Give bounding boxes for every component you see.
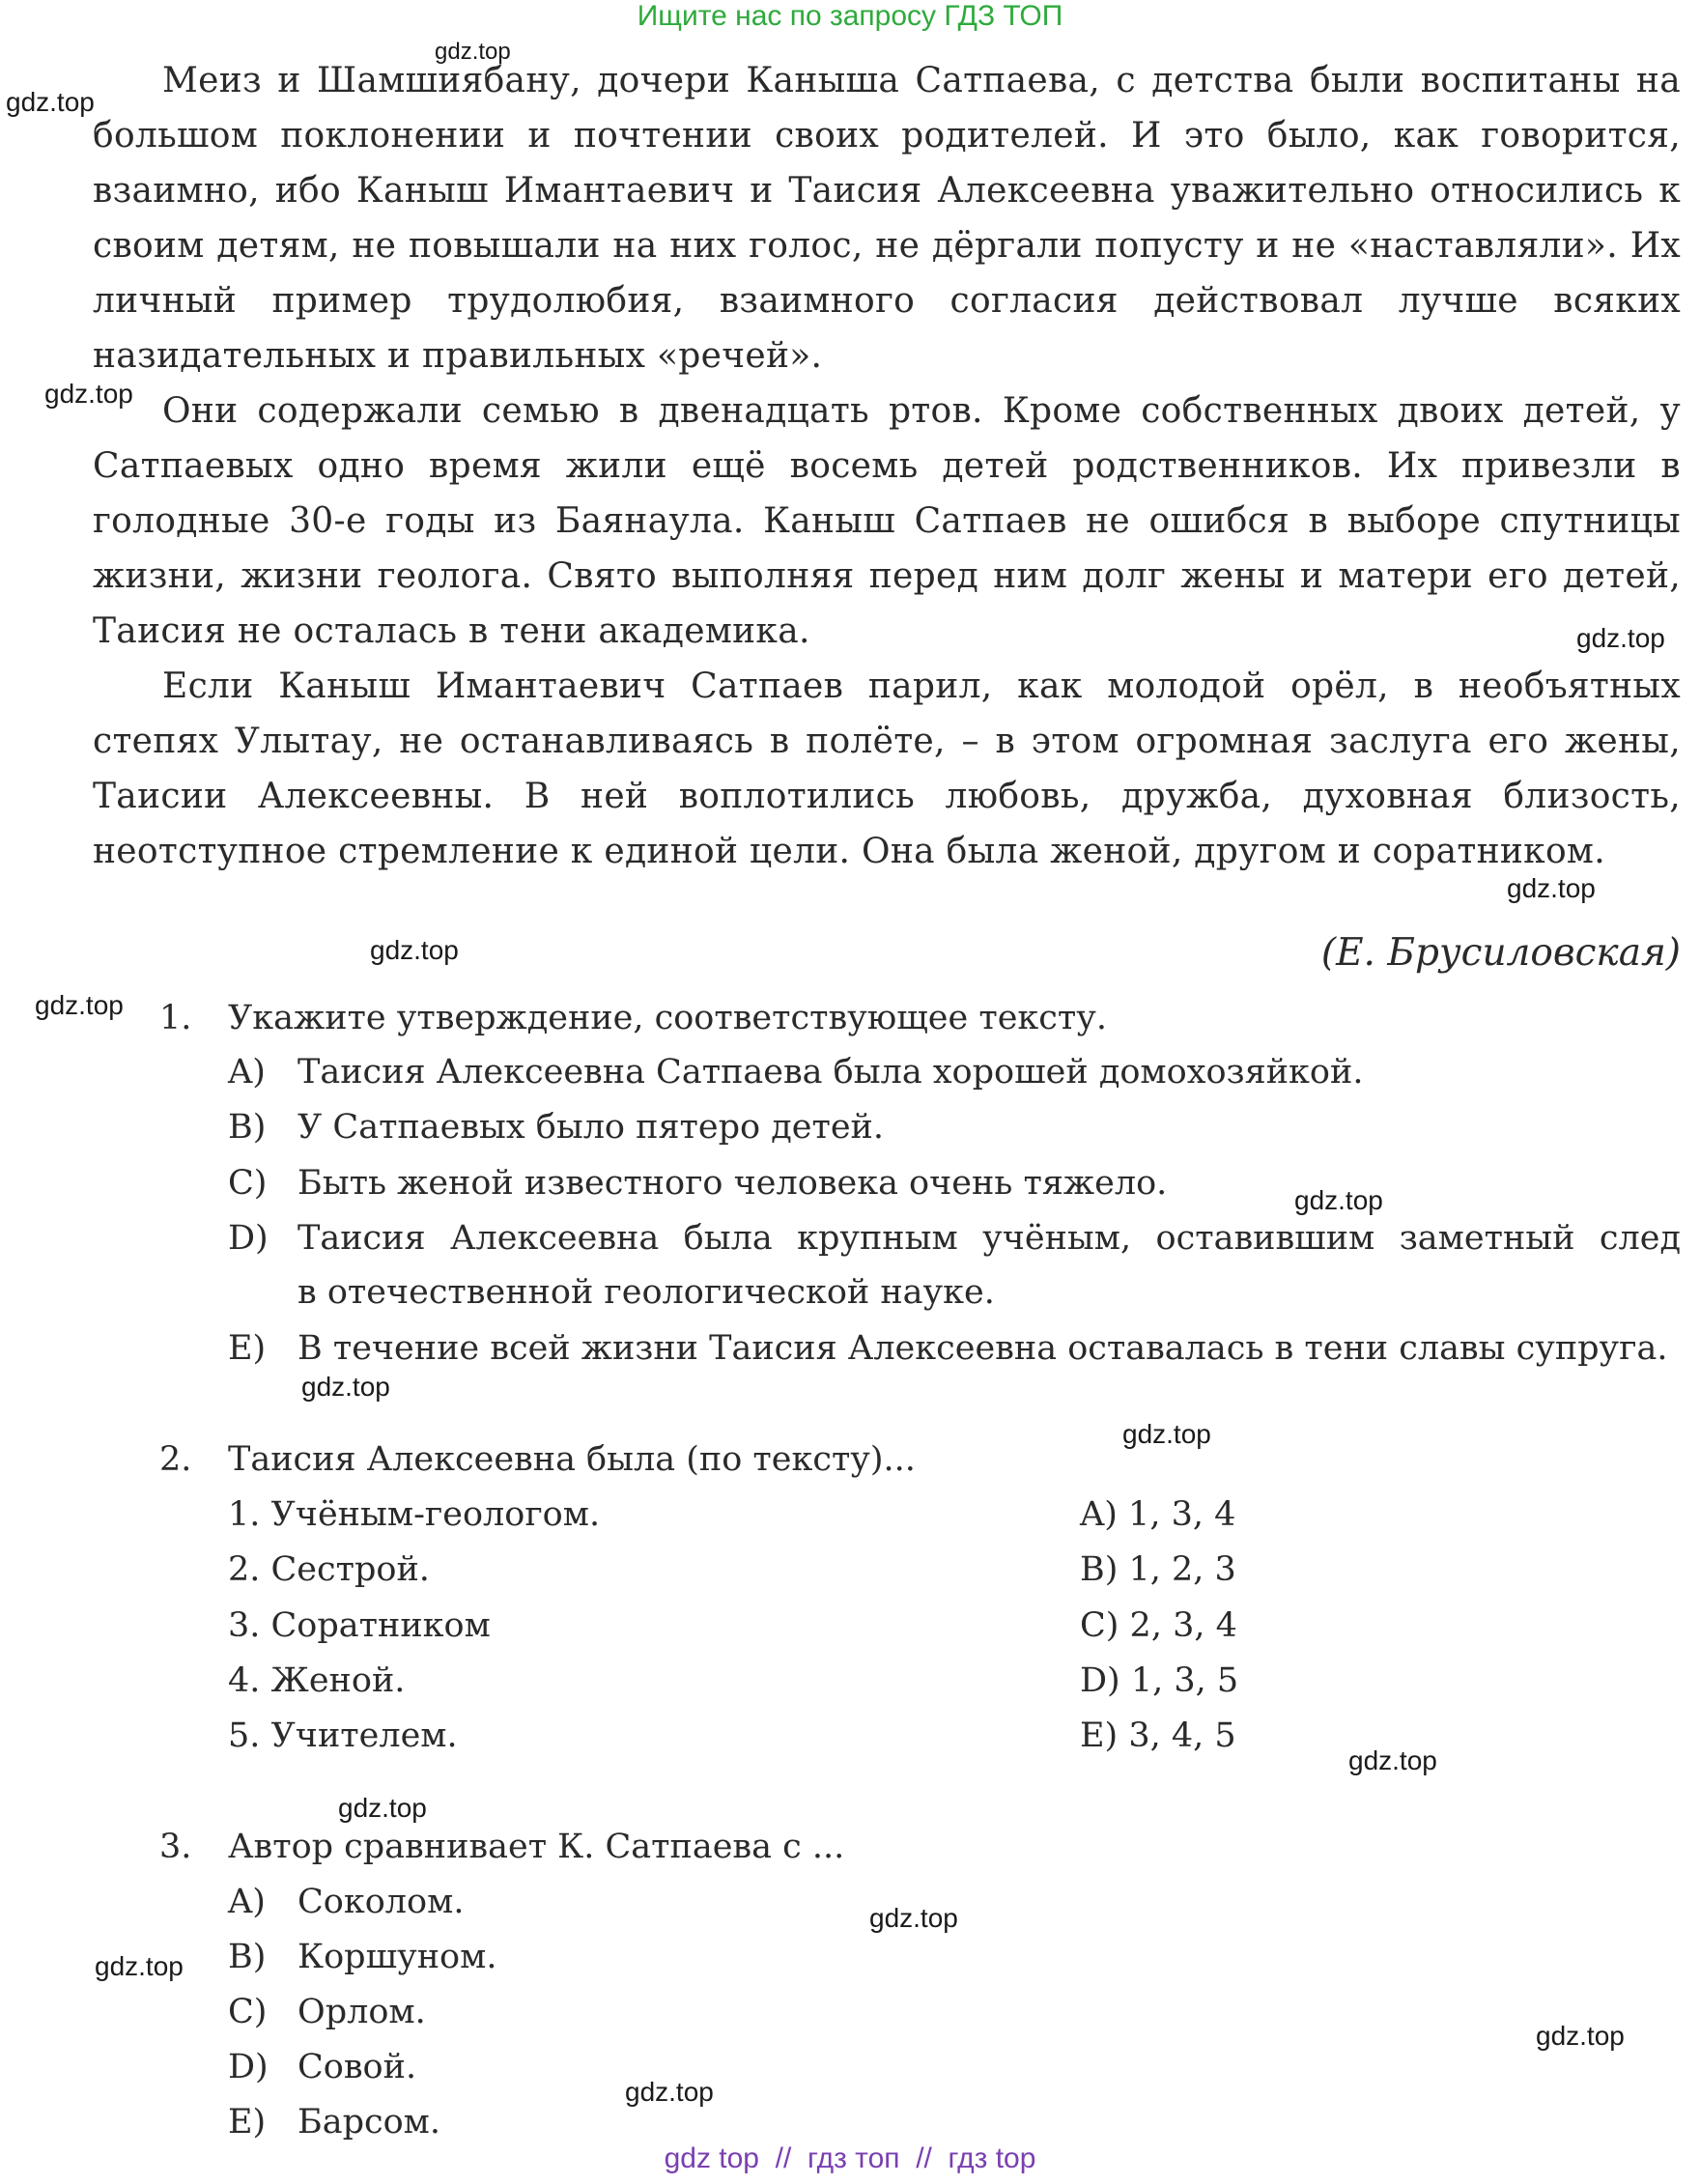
option-label: C): [228, 1993, 268, 2031]
option-1a: [0, 1052, 1700, 1092]
watermark: gdz.top: [1294, 1185, 1383, 1215]
passage-paragraph-3: Если Каныш Имантаевич Сатпаев парил, как молодой орёл, в необъятных степях Улытау, не останавливаясь в полёте, – в этом огромная заслуга его жены, Таисии Алексеевны. В ней воплотились любовь, дружба, духовная близость, неотступное стремление к единой цели. Она была женой, другом и соратником.: [93, 667, 1681, 871]
watermark: gdz.top: [6, 87, 95, 117]
option-text: Быть женой известного человека очень тяжело.: [298, 1164, 1168, 1203]
option-label: A): [228, 1883, 266, 1921]
option-text: Барсом.: [298, 2103, 441, 2141]
watermark: gdz.top: [625, 2077, 714, 2107]
watermark: gdz.top: [869, 1903, 958, 1933]
answer-choice: D) 1, 3, 5: [1080, 1661, 1239, 1700]
answer-choice: B) 1, 2, 3: [1080, 1550, 1236, 1589]
footer-links: gdz top // гдз топ // гдз top: [664, 2142, 1036, 2174]
question-2: [0, 1439, 1700, 1480]
option-text: Коршуном.: [298, 1938, 497, 1976]
option-text: Таисия Алексеевна Сатпаева была хорошей домохозяйкой.: [298, 1053, 1364, 1092]
question-number: 3.: [159, 1828, 192, 1866]
question-text: Таисия Алексеевна была (по тексту)...: [228, 1440, 916, 1479]
statement-item: 2. Сестрой.: [228, 1550, 430, 1589]
option-label: D): [228, 2048, 269, 2086]
question-number: 2.: [159, 1440, 192, 1479]
option-label: A): [228, 1053, 266, 1092]
watermark: gdz.top: [1122, 1419, 1211, 1449]
top-banner: Ищите нас по запросу ГДЗ ТОП: [637, 0, 1063, 32]
passage-paragraph-1: Меиз и Шамшиябану, дочери Каныша Сатпаева, с детства были воспитаны на большом поклонении и почтении своих родителей. И это было, как говорится, взаимно, ибо Каныш Имантаевич и Таисия Алексеевна уважительно относились к своим детям, не повышали на них голос, не дёргали попусту и не «наставляли». Их личный пример трудолюбия, взаимного согласия действовал лучше всяких назидательных и правильных «речей».: [93, 61, 1681, 376]
watermark: gdz.top: [35, 990, 124, 1020]
option-3c: [0, 1992, 869, 2032]
option-text: в отечественной геологической науке.: [298, 1273, 995, 1312]
passage-author: (Е. Брусиловская): [1320, 931, 1681, 975]
watermark: gdz.top: [301, 1372, 390, 1402]
watermark: gdz.top: [1507, 873, 1596, 903]
statement-item: 3. Соратником: [228, 1606, 491, 1645]
watermark: gdz.top: [370, 935, 459, 965]
option-text: Соколом.: [298, 1883, 465, 1921]
watermark: gdz.top: [1348, 1745, 1437, 1775]
option-text: Совой.: [298, 2048, 417, 2086]
statement-item: 1. Учёным-геологом.: [228, 1495, 601, 1534]
watermark: gdz.top: [1536, 2021, 1625, 2051]
passage-paragraph-2: Они содержали семью в двенадцать ртов. Кроме собственных двоих детей, у Сатпаевых одно время жили ещё восемь детей родственников. Их привезли в голодные 30-е годы из Баянаула. Каныш Сатпаев не ошибся в выборе спутницы жизни, жизни геолога. Свято выполняя перед ним долг жены и матери его детей, Таисия не осталась в тени академика.: [93, 391, 1681, 651]
option-label: B): [228, 1108, 267, 1147]
option-1e: [0, 1328, 1700, 1369]
option-text: У Сатпаевых было пятеро детей.: [298, 1108, 884, 1147]
answer-choice: E) 3, 4, 5: [1080, 1716, 1236, 1755]
watermark: gdz.top: [1576, 623, 1665, 653]
option-text: Таисия Алексеевна была крупным учёным, оставившим заметный след: [298, 1219, 1681, 1258]
option-label: E): [228, 2103, 267, 2141]
question-3: [0, 1827, 1700, 1867]
option-label: C): [228, 1164, 268, 1203]
answer-choice: A) 1, 3, 4: [1080, 1495, 1236, 1534]
option-1c: [0, 1163, 1700, 1204]
watermark: gdz.top: [435, 39, 511, 65]
option-text: Орлом.: [298, 1993, 426, 2031]
option-3a: [0, 1882, 869, 1922]
watermark: gdz.top: [338, 1793, 427, 1823]
option-1d: [0, 1218, 1700, 1259]
statement-item: 4. Женой.: [228, 1661, 406, 1700]
option-label: B): [228, 1938, 267, 1976]
question-text: Автор сравнивает К. Сатпаева с ...: [228, 1828, 845, 1866]
question-text: Укажите утверждение, соответствующее тексту.: [228, 999, 1107, 1037]
option-1b: [0, 1107, 1700, 1148]
question-number: 1.: [159, 999, 192, 1037]
answer-choice: C) 2, 3, 4: [1080, 1606, 1237, 1645]
option-label: E): [228, 1329, 267, 1368]
watermark: gdz.top: [44, 379, 133, 409]
watermark: gdz.top: [95, 1951, 184, 1981]
option-label: D): [228, 1219, 269, 1258]
question-1: [0, 998, 1700, 1038]
option-1d-continued: [0, 1272, 1700, 1313]
option-text: В течение всей жизни Таисия Алексеевна оставалась в тени славы супруга.: [298, 1329, 1668, 1368]
statement-item: 5. Учителем.: [228, 1716, 458, 1755]
option-3e: [0, 2102, 869, 2142]
option-3d: [0, 2047, 869, 2087]
